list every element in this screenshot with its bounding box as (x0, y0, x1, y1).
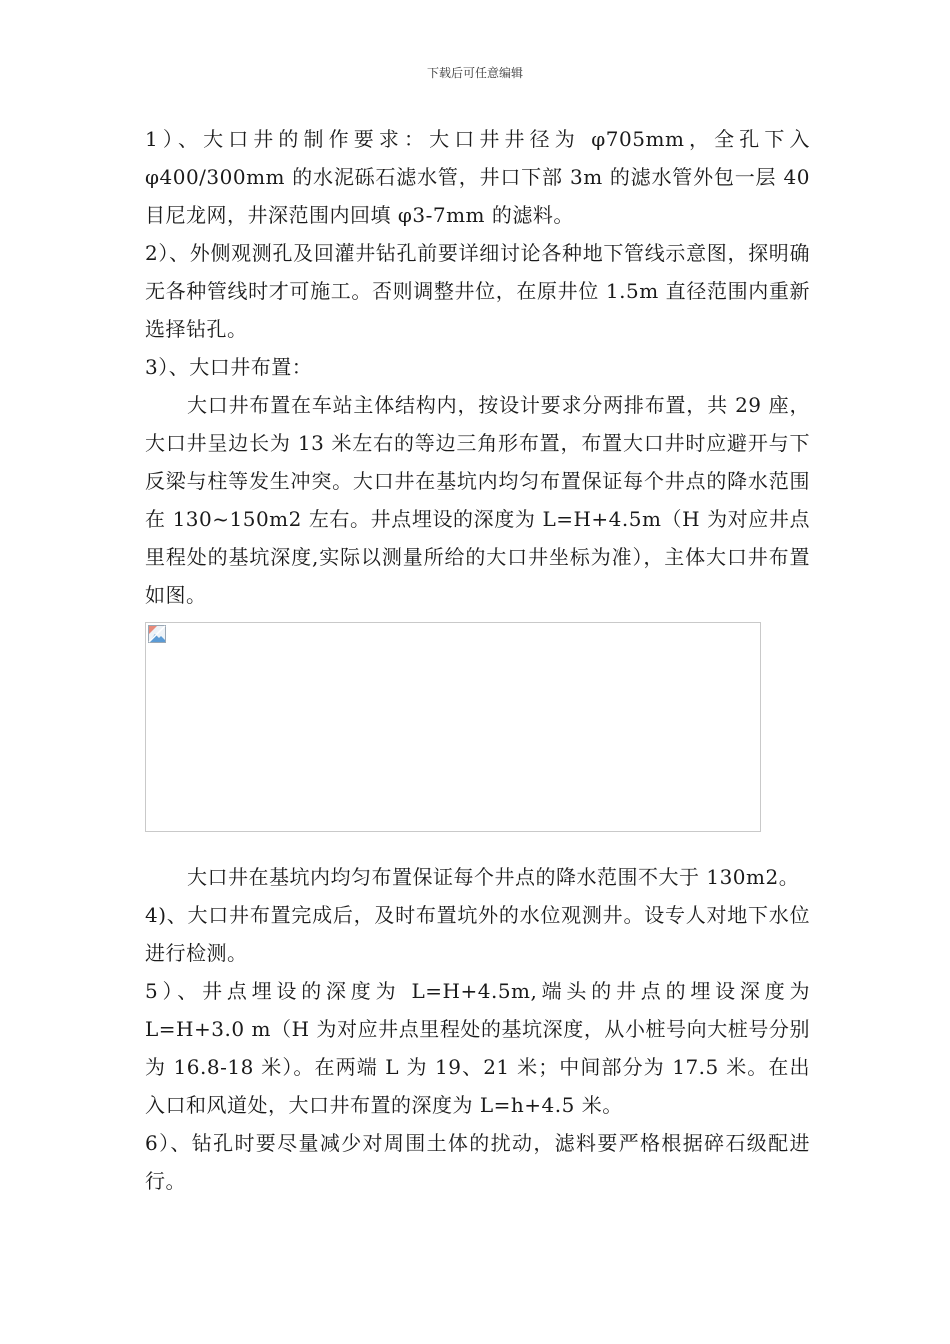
paragraph-5: 大口井在基坑内均匀布置保证每个井点的降水范围不大于 130m2。 (187, 865, 800, 889)
paragraph-8: 6）、钻孔时要尽量减少对周围土体的扰动，滤料要严格根据碎石级配进行。 (145, 1131, 810, 1193)
paragraph-7: 5）、井点埋设的深度为 L=H+4.5m,端头的井点的埋设深度为 L=H+3.0 m（H 为对应井点里程处的基坑深度，从小桩号向大桩号分别为 16.8-18 米）。在两端 L 为 19、21 米；中间部分为 17.5 米。在出入口和风道处，大口井布置的深度为 L=h+4.5 米。 (145, 979, 810, 1117)
paragraph-6: 4)、大口井布置完成后，及时布置坑外的水位观测井。设专人对地下水位进行检测。 (145, 903, 810, 965)
broken-image-icon (148, 625, 166, 643)
page-header: 下载后可任意编辑 (426, 66, 523, 80)
paragraph-4: 大口井布置在车站主体结构内，按设计要求分两排布置，共 29 座，大口井呈边长为 13 米左右的等边三角形布置，布置大口井时应避开与下反梁与柱等发生冲突。大口井在基坑内均匀布置保证每个井点的降水范围在 130~150m2 左右。井点埋设的深度为 L=H+4.5m（H 为对应井点里程处的基坑深度,实际以测量所给的大口井坐标为准），主体大口井布置如图。 (145, 393, 810, 607)
paragraph-3: 3）、大口井布置： (145, 355, 313, 379)
paragraph-1: 1）、大口井的制作要求：大口井井径为 φ705mm，全孔下入 φ400/300mm 的水泥砾石滤水管，井口下部 3m 的滤水管外包一层 40 目尼龙网，井深范围内回填 φ3-7mm 的滤料。 (145, 127, 810, 227)
layout-figure-placeholder (145, 622, 761, 832)
paragraph-2: 2）、外侧观测孔及回灌井钻孔前要详细讨论各种地下管线示意图，探明确无各种管线时才可施工。否则调整井位，在原井位 1.5m 直径范围内重新选择钻孔。 (145, 241, 810, 341)
document-body (145, 120, 810, 1200)
